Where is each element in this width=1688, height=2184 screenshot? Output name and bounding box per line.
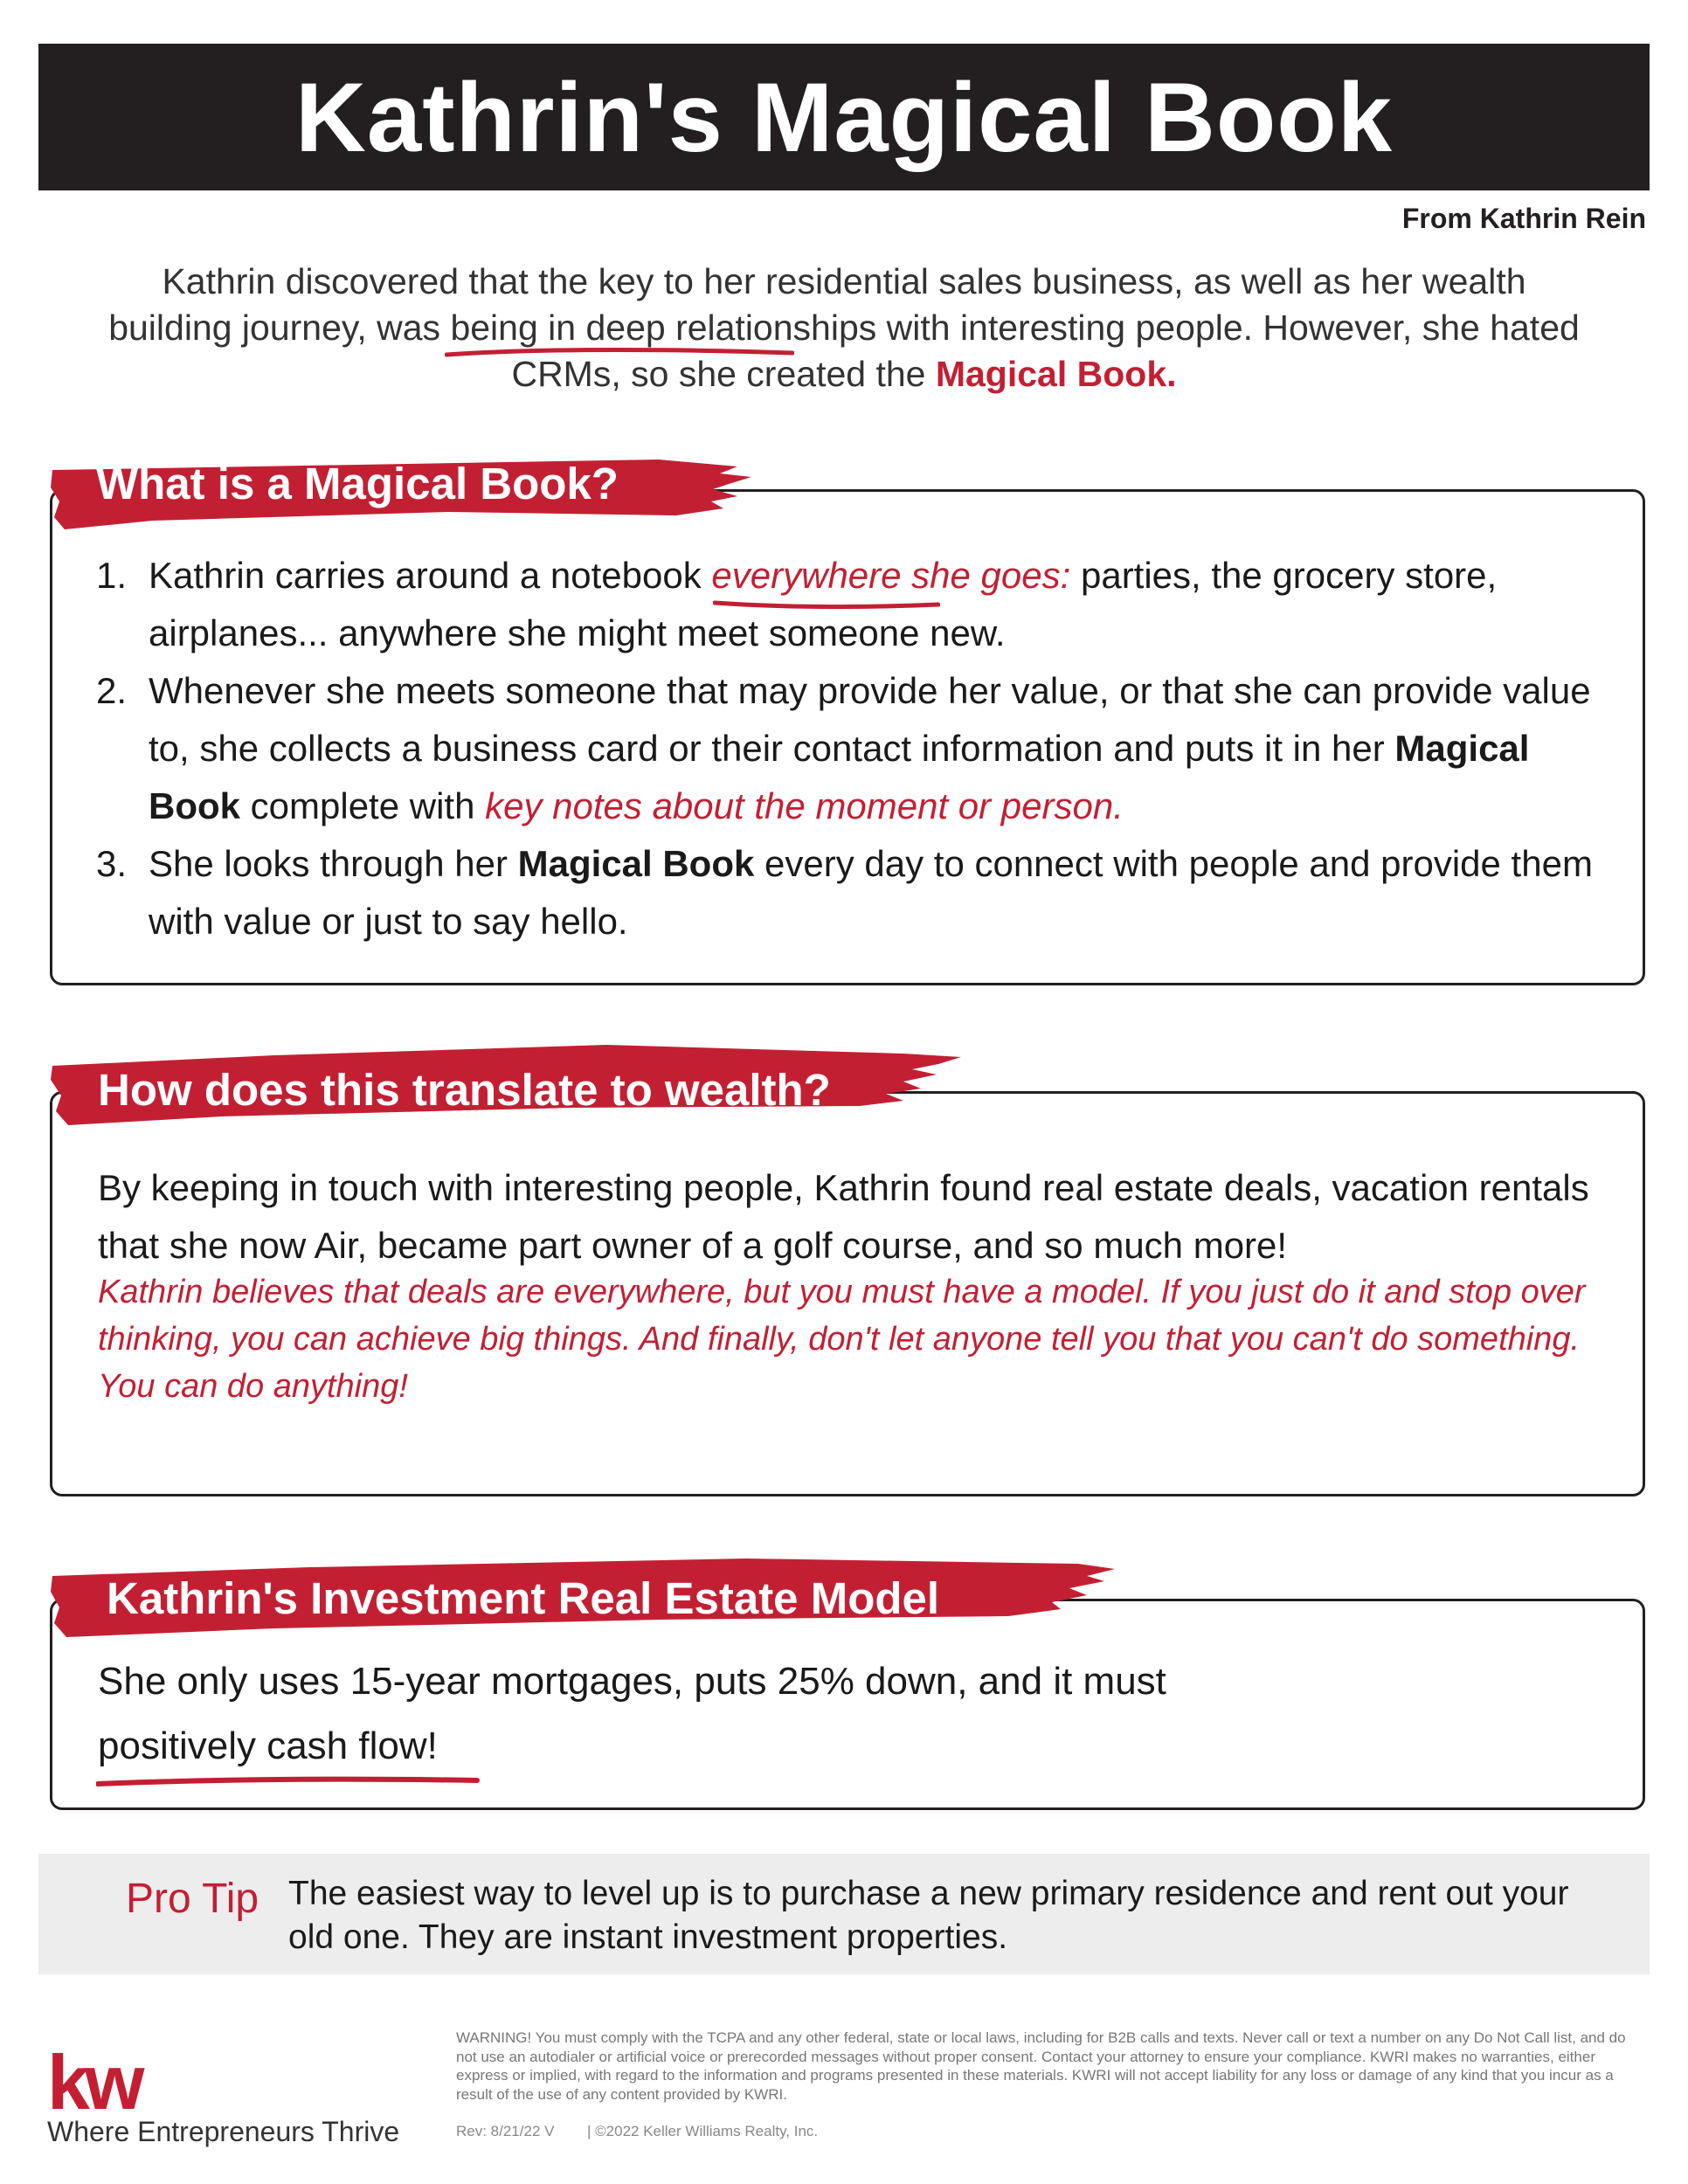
byline: From Kathrin Rein: [1401, 203, 1646, 234]
intro-underlined-phrase: [450, 305, 876, 351]
tagline: Where Entrepreneurs Thrive: [47, 2116, 400, 2147]
intro-highlight: Magical Book.: [935, 354, 1177, 394]
section-header-magical-book: [47, 447, 755, 535]
section-header-wealth: [47, 1034, 965, 1130]
title-bar: [38, 44, 1650, 190]
list-text: Kathrin carries around a notebook: [149, 555, 712, 596]
list-number: 3.: [96, 843, 128, 884]
intro-text-1: Kathrin discovered that the key to her residential sales business, as well as her wealth building journey, was: [108, 261, 1526, 348]
intro-underlined-text: being in deep relationships: [450, 308, 877, 348]
list-item: [96, 662, 1616, 835]
wealth-quote-text: Kathrin believes that deals are everywhere, but you must have a model. If you just do it and stop over thinking, you can achieve big things. And finally, don't let anyone tell you that you can't do something. You can do anything!: [98, 1274, 1586, 1405]
list-bold: Magical Book: [149, 728, 1530, 826]
revision-date: Rev: 8/21/22 V: [456, 2123, 555, 2139]
section-heading: How does this translate to wealth?: [98, 1065, 831, 1115]
model-underlined-phrase: [98, 1714, 438, 1779]
copyright: | ©2022 Keller Williams Realty, Inc.: [587, 2123, 819, 2139]
list-emphasis: [711, 547, 1070, 605]
kw-logo: kw: [47, 2039, 140, 2125]
protip-text: The easiest way to level up is to purchase a new primary residence and rent out your old one. They are instant investment properties.: [288, 1875, 1569, 1956]
list-item: [96, 547, 1616, 662]
intro-paragraph: [105, 259, 1583, 397]
list-bold: Magical Book: [517, 843, 755, 884]
list-text: parties, the grocery store, airplanes... anywhere she might meet someone new.: [149, 555, 1498, 653]
wealth-body-text: By keeping in touch with interesting people, Kathrin found real estate deals, vacation rentals that she now Air, became part owner of a golf course, and so much more!: [98, 1167, 1589, 1266]
underline-stroke-icon: [713, 596, 940, 613]
list-emphasis: key notes about the moment or person.: [485, 785, 1124, 826]
list-text: She looks through her: [149, 843, 518, 884]
protip-label: Pro Tip: [126, 1876, 259, 1922]
underline-stroke-icon: [96, 1773, 481, 1791]
list-text: every day to connect with people and provide them with value or just to say hello.: [149, 843, 1593, 942]
intro-text-2: with interesting people. However, she hated CRMs, so she created the: [511, 308, 1580, 394]
list-number: 1.: [96, 555, 128, 596]
list-emphasis-text: everywhere she goes:: [711, 555, 1071, 596]
list-text: Whenever she meets someone that may provide her value, or that she can provide value to, she collects a business card or their contact information and puts it in her: [149, 670, 1591, 769]
underline-stroke-icon: [445, 344, 794, 362]
page-title: Kathrin's Magical Book: [295, 62, 1393, 172]
model-text: She only uses 15-year mortgages, puts 25% down, and it must: [98, 1660, 1166, 1703]
list-item: [96, 835, 1616, 950]
list-text: complete with: [240, 785, 486, 826]
section-heading: What is a Magical Book?: [96, 459, 619, 508]
model-body-text: [98, 1649, 1618, 1779]
magical-book-list: [96, 547, 1616, 950]
section-header-investment-model: [47, 1550, 1117, 1646]
model-underlined-text: positively cash flow!: [98, 1724, 438, 1767]
list-number: 2.: [96, 670, 128, 711]
legal-warning: WARNING! You must comply with the TCPA and any other federal, state or local laws, including for B2B calls and texts. Never call or text a number on any Do Not Call list, and do not use an autodialer or artificial voice or prerecorded messages without proper consent. Contact your attorney to ensure your compliance. KWRI makes no warranties, either express or implied, with regard to the information and programs presented in these materials. KWRI will not accept liability for any loss or damage of any kind that you incur as a result of the use of any content provided by KWRI.: [456, 2029, 1626, 2103]
section-heading: Kathrin's Investment Real Estate Model: [107, 1573, 940, 1623]
